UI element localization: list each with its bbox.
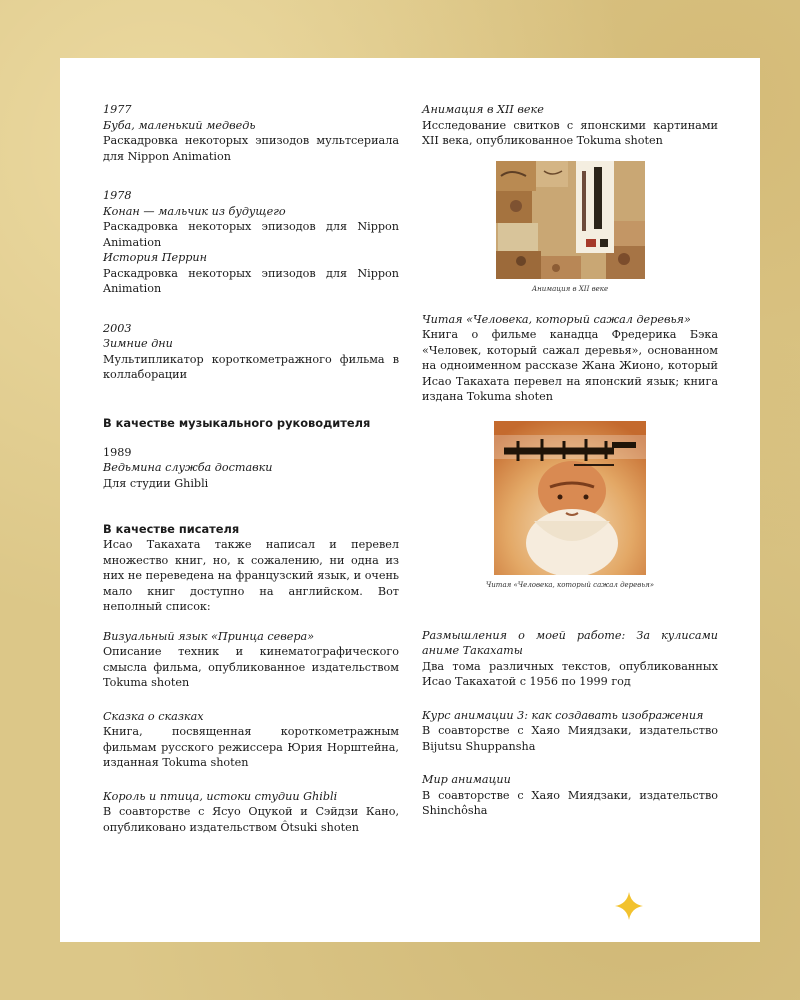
star-ornament-icon [615, 892, 643, 920]
work-desc: Раскадровка некоторых эпизодов для Nippon Animation [103, 266, 399, 295]
book-title: Мир анимации [422, 773, 511, 786]
left-column [103, 102, 399, 835]
figure-caption: Анимация в XII веке [531, 284, 609, 293]
work-title: Ведьмина служба доставки [103, 461, 273, 474]
book-entry [103, 709, 399, 771]
book-entry [422, 312, 718, 405]
figure-caption: Читая «Человека, который сажал деревья» [485, 580, 655, 589]
book-title: Визуальный язык «Принца севера» [103, 629, 315, 643]
figure-anim-xii [422, 161, 718, 294]
book-title: Анимация в XII веке [422, 103, 544, 116]
book-title: Сказка о сказках [103, 709, 204, 723]
writer-intro: Исао Такахата также написал и перевел множество книг, но, к сожалению, ни одна из них не переведена на французский язык, и очень мало книг доступно на английском. Вот неполный список: [103, 538, 399, 613]
book-desc: Книга о фильме канадца Фредерика Бэка «Человек, который сажал деревья», основанном на одноименном рассказе Жана Жионо, который Исао Такахата перевел на японский язык; книга издана Tokuma shoten [422, 328, 718, 403]
book-title: Читая «Человека, который сажал деревья» [422, 312, 691, 326]
work-desc: Раскадровка некоторых эпизодов мультсериала для Nippon Animation [103, 134, 399, 163]
book-entry [422, 102, 718, 149]
book-title: Курс анимации 3: как создавать изображения [422, 708, 704, 722]
page [60, 58, 760, 942]
right-column [422, 102, 718, 819]
entry-1978 [103, 188, 399, 297]
book-entry [422, 708, 718, 755]
work-title: Зимние дни [103, 337, 173, 350]
year: 1978 [103, 189, 132, 202]
book-desc: Два тома различных текстов, опубликованных Исао Такахатой с 1956 по 1999 год [422, 659, 718, 688]
entry-2003 [103, 321, 399, 383]
entry-1989 [103, 445, 399, 492]
book-desc: В соавторстве с Хаяо Миядзаки, издательство Bijutsu Shuppansha [422, 724, 718, 753]
book-title: Король и птица, истоки студии Ghibli [103, 789, 338, 803]
section-heading-writer: В качестве писателя [103, 522, 240, 536]
work-title: Буба, маленький медведь [103, 118, 256, 132]
book-title: Размышления о моей работе: За кулисами аниме Такахаты [422, 628, 718, 657]
work-title: История Перрин [103, 251, 207, 264]
book-cover-anim-xii-image [496, 161, 645, 279]
figure-tree-man [422, 421, 718, 590]
work-desc: Для студии Ghibli [103, 476, 209, 490]
book-desc: Исследование свитков с японскими картинами XII века, опубликованное Tokuma shoten [422, 118, 718, 147]
entry-1977 [103, 102, 399, 164]
book-desc: Книга, посвященная короткометражным фильмам русского режиссера Юрия Норштейна, изданная Tokuma shoten [103, 725, 399, 769]
work-desc: Мультипликатор короткометражного фильма в коллаборации [103, 352, 399, 381]
book-cover-tree-man-image [494, 421, 646, 575]
book-entry [422, 772, 718, 819]
book-desc: В соавторстве с Хаяо Миядзаки, издательство Shinchôsha [422, 788, 718, 817]
book-desc: Описание техник и кинематографического смысла фильма, опубликованное издательством Tokuma shoten [103, 645, 399, 689]
year: 1977 [103, 103, 132, 116]
year: 1989 [103, 445, 132, 459]
section-heading-music: В качестве музыкального руководителя [103, 415, 371, 430]
book-entry [422, 628, 718, 690]
book-entry [103, 629, 399, 691]
book-entry [103, 789, 399, 836]
work-desc: Раскадровка некоторых эпизодов для Nippon Animation [103, 220, 399, 249]
work-title: Конан — мальчик из будущего [103, 204, 286, 218]
year: 2003 [103, 321, 132, 335]
book-desc: В соавторстве с Ясуо Оцукой и Сэйдзи Кано, опубликовано издательством Ôtsuki shoten [103, 805, 399, 834]
